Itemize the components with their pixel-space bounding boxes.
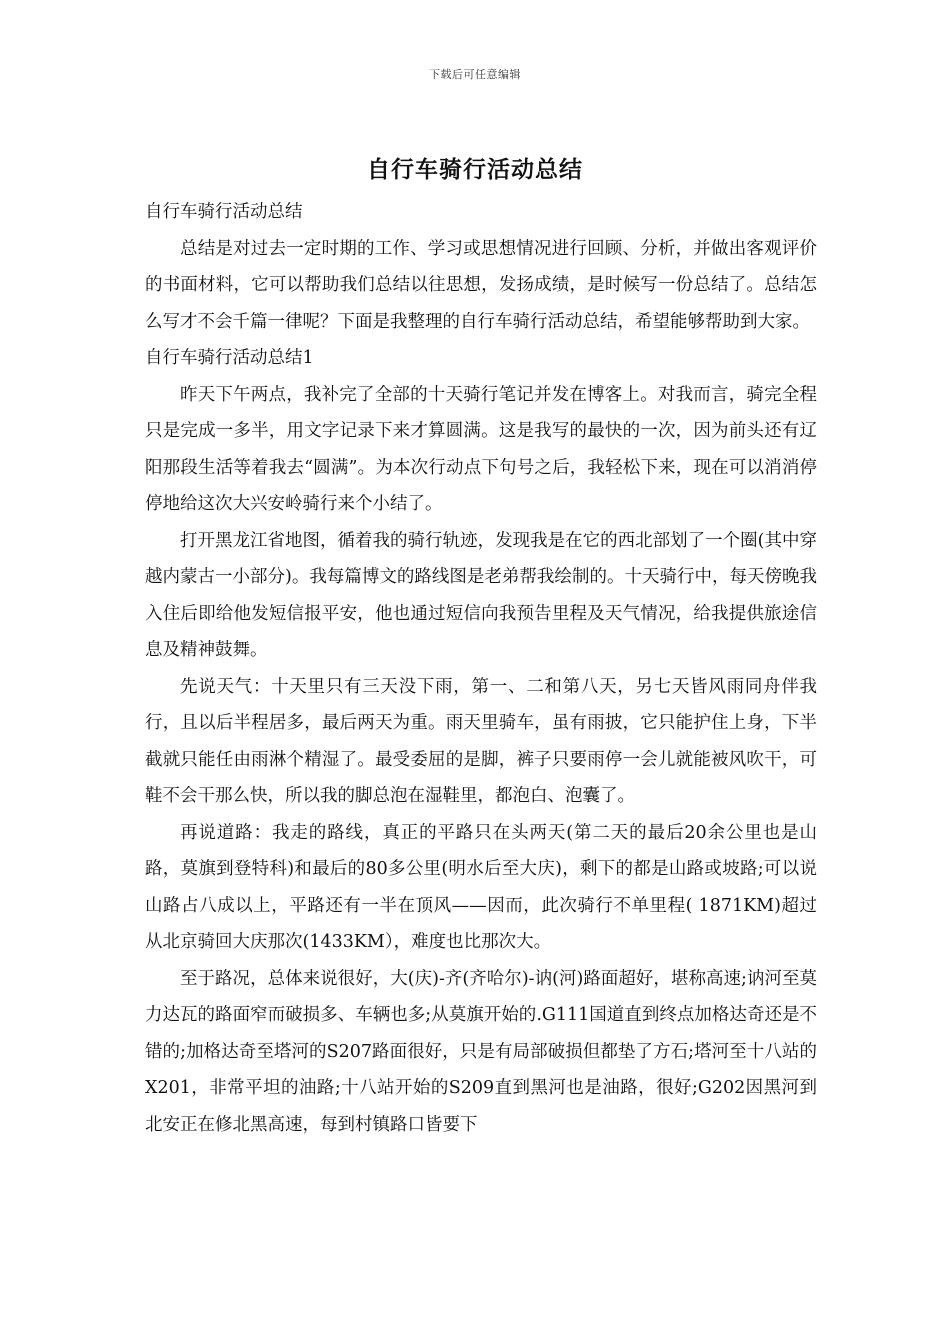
body-paragraph: 再说道路：我走的路线，真正的平路只在头两天(第二天的最后20余公里也是山路，莫旗到登特科)和最后的80多公里(明水后至大庆)，剩下的都是山路或坡路;可以说山路占八成以上，平路还有一半在顶风——因而，此次骑行不单里程( 1871KM)超过从北京骑回大庆那次(1433KM），难度也比那次大。 [145, 822, 817, 952]
body-paragraph: 打开黑龙江省地图，循着我的骑行轨迹，发现我是在它的西北部划了一个圈(其中穿越内蒙古一小部分)。我每篇博文的路线图是老弟帮我绘制的。十天骑行中，每天傍晚我入住后即给他发短信报平安，他也通过短信向我预告里程及天气情况，给我提供旅途信息及精神鼓舞。 [145, 530, 817, 660]
header-note: 下载后可任意编辑 [429, 68, 521, 81]
intro-paragraph: 总结是对过去一定时期的工作、学习或思想情况进行回顾、分析，并做出客观评价的书面材料，它可以帮助我们总结以往思想，发扬成绩，是时候写一份总结了。总结怎么写才不会千篇一律呢？下面是我整理的自行车骑行活动总结，希望能够帮助到大家。 [145, 238, 817, 332]
subtitle-line: 自行车骑行活动总结 [145, 202, 303, 222]
body-paragraph: 至于路况，总体来说很好，大(庆)-齐(齐哈尔)-讷(河)路面超好，堪称高速;讷河至莫力达瓦的路面窄而破损多、车辆也多;从莫旗开始的.G111国道直到终点加格达奇还是不错的;加格达奇至塔河的S207路面很好，只是有局部破损但都垫了方石;塔河至十八站的X201，非常平坦的油路;十八站开始的S209直到黑河也是油路，很好;G202因黑河到北安正在修北黑高速，每到村镇路口皆要下 [145, 968, 817, 1135]
document-title: 自行车骑行活动总结 [367, 156, 583, 183]
section-heading: 自行车骑行活动总结1 [145, 348, 314, 368]
body-paragraph: 昨天下午两点，我补完了全部的十天骑行笔记并发在博客上。对我而言，骑完全程只是完成一多半，用文字记录下来才算圆满。这是我写的最快的一次，因为前头还有辽阳那段生活等着我去“圆满”。为本次行动点下句号之后，我轻松下来，现在可以消消停停地给这次大兴安岭骑行来个小结了。 [145, 384, 817, 514]
document-body [145, 194, 817, 1143]
body-paragraph: 先说天气：十天里只有三天没下雨，第一、二和第八天，另七天皆风雨同舟伴我行，且以后半程居多，最后两天为重。雨天里骑车，虽有雨披，它只能护住上身，下半截就只能任由雨淋个精湿了。最受委屈的是脚，裤子只要雨停一会儿就能被风吹干，可鞋不会干那么快，所以我的脚总泡在湿鞋里，都泡白、泡囊了。 [145, 676, 817, 806]
